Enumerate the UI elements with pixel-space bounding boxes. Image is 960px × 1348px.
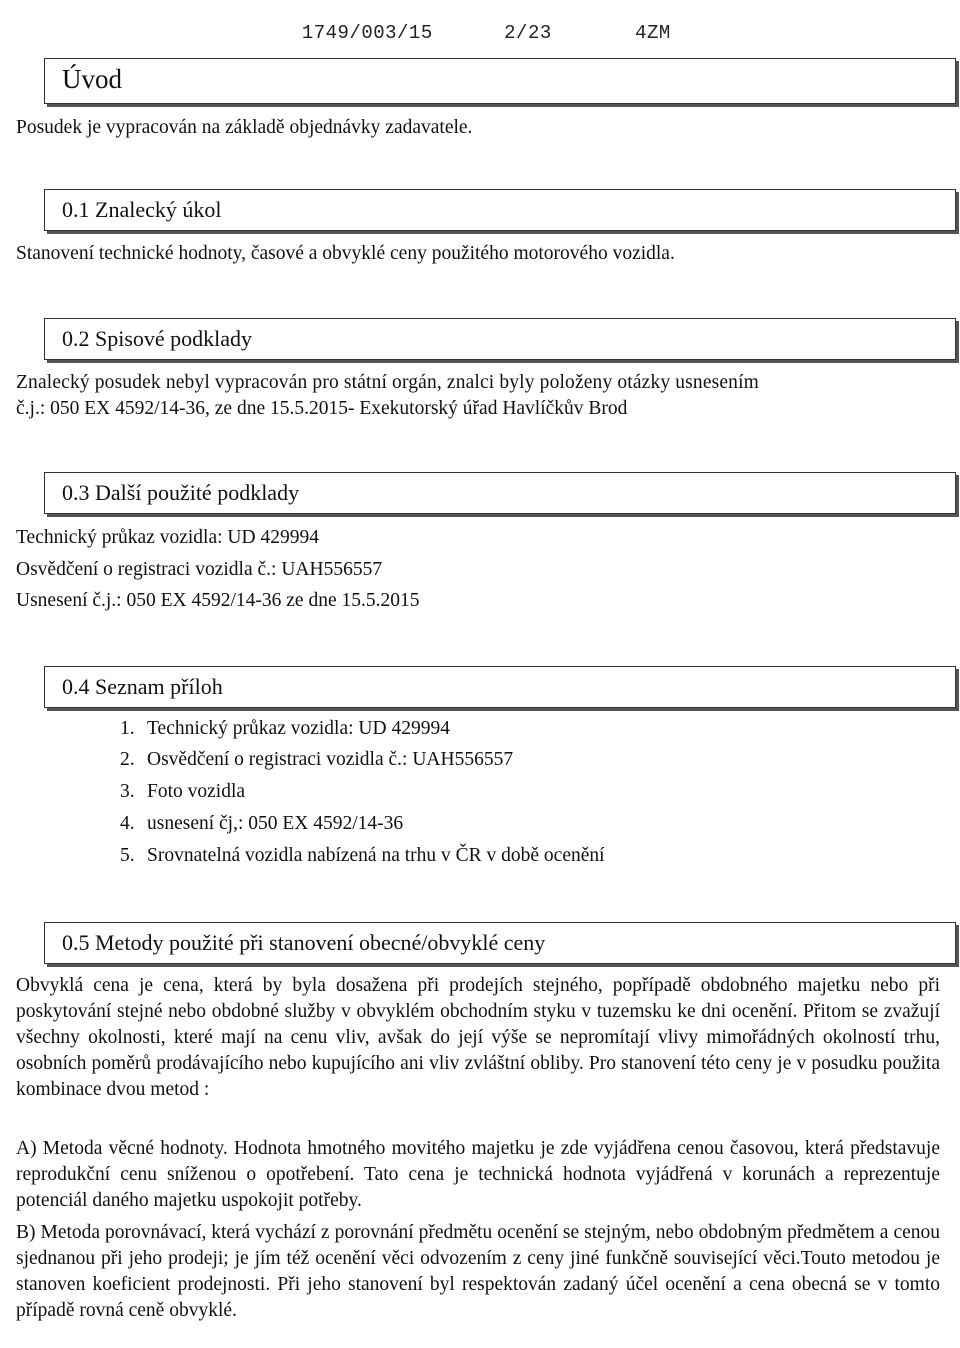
section-0-2-line-1: Znalecký posudek nebyl vypracován pro státní orgán, znalci byly položeny otázky usnesením: [16, 372, 759, 393]
section-0-3-line-2: Osvědčení o registraci vozidla č.: UAH556557: [16, 559, 383, 580]
section-0-2-line-2: č.j.: 050 EX 4592/14-36, ze dne 15.5.2015- Exekutorský úřad Havlíčkův Brod: [16, 398, 628, 419]
attachment-list-item: 3. Foto vozidla: [120, 781, 246, 802]
section-0-4-heading: 0.4 Seznam příloh: [62, 674, 223, 699]
section-0-1-heading: 0.1 Znalecký úkol: [62, 197, 222, 222]
intro-heading-box: [44, 58, 956, 104]
section-0-5-paragraph-1: Obvyklá cena je cena, která by byla dosažena při prodejích stejného, popřípadě obdobného majetku nebo při poskytování stejné nebo obdobné služby v obvyklém obchodním styku v tuzemsku ke dni ocenění. Přitom se zvažují všechny okolnosti, které mají na cenu vliv, avšak do její výše se nepromítají vlivy mimořádných okolností trhu, osobních poměrů prodávajícího nebo kupujícího ani vliv zvláštní obliby. Pro stanovení této ceny je v posudku použita kombinace dvou metod :: [16, 975, 940, 1100]
attachment-list-item: 5. Srovnatelná vozidla nabízená na trhu v ČR v době ocenění: [120, 845, 605, 866]
section-0-5-paragraph-method-b: B) Metoda porovnávací, která vychází z porovnání předmětu ocenění se stejným, nebo obdobným předmětem a cenou sjednanou při jeho prodeji; je jím též ocenění věci odvozením z ceny jiné funkčně související věci.Touto metodou je stanoven koeficient prodejnosti. Při jeho stanovení byl respektován zadaný účel ocenění a cena obecná se v tomto případě rovná ceně obvyklé.: [16, 1222, 940, 1321]
attachment-list-item: 2. Osvědčení o registraci vozidla č.: UAH556557: [120, 749, 514, 770]
section-0-2-heading: 0.2 Spisové podklady: [62, 326, 253, 351]
document-reference: 1749/003/15: [301, 22, 433, 44]
page-number: 2/23: [504, 22, 552, 44]
attachment-list-item: 4. usnesení čj,: 050 EX 4592/14-36: [120, 813, 404, 834]
attachment-list-item: 1. Technický průkaz vozidla: UD 429994: [120, 718, 450, 739]
intro-text: Posudek je vypracován na základě objednávky zadavatele.: [16, 117, 473, 138]
section-0-3-line-3: Usnesení č.j.: 050 EX 4592/14-36 ze dne 15.5.2015: [16, 590, 420, 611]
intro-heading: Úvod: [62, 64, 122, 94]
section-0-3-line-1: Technický průkaz vozidla: UD 429994: [16, 527, 319, 548]
document-code: 4ZM: [635, 22, 671, 44]
page-header: [278, 0, 671, 44]
section-0-3-heading: 0.3 Další použité podklady: [62, 480, 300, 505]
section-0-5-paragraph-method-a: A) Metoda věcné hodnoty. Hodnota hmotného movitého majetku je zde vyjádřena cenou časovou, která představuje reprodukční cenu sníženou o opotřebení. Tato cena je technická hodnota vyjádřená v korunách a reprezentuje potenciál daného majetku uspokojit potřeby.: [16, 1138, 940, 1211]
section-0-5-heading: 0.5 Metody použité při stanovení obecné/obvyklé ceny: [62, 930, 546, 955]
section-0-1-text: Stanovení technické hodnoty, časové a obvyklé ceny použitého motorového vozidla.: [16, 243, 675, 264]
